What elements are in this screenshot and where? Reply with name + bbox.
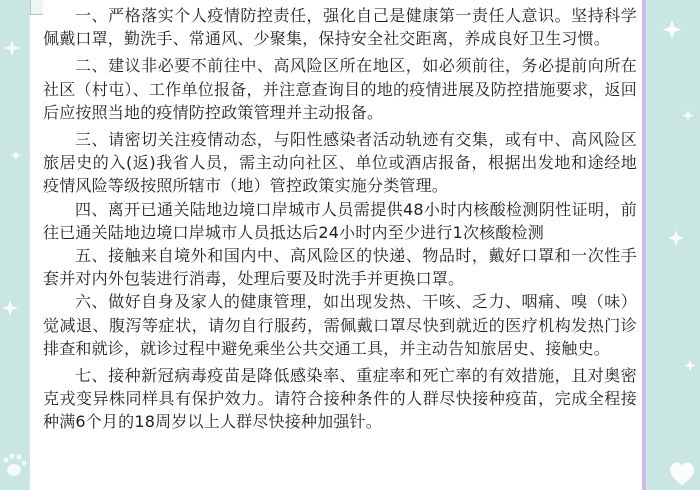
sparkle-icon — [663, 20, 696, 371]
paragraph-2: 二、建议非必要不前往中、高风险区所在地区，如必须前往，务必提前向所在社区（村屯）、工作单位报备，并注意查询目的地的疫情进展及防控措施要求，返回后应按照当地的疫情防控政策管理并主动报备。 — [43, 56, 637, 122]
paw-icon — [3, 453, 26, 476]
paragraph-7: 七、接种新冠病毒疫苗是降低感染率、重症率和死亡率的有效措施，且对奥密克戎变异株同样具有保护效力。请符合接种条件的人群尽快接种疫苗，完成全程接种满6个月的18周岁以上人群尽快接种加强针。 — [43, 366, 637, 432]
paragraph-4: 四、离开已通关陆地边境口岸城市人员需提供48小时内核酸检测阴性证明，前往已通关陆地边境口岸城市人员抵达后24小时内至少进行1次核酸检测 — [43, 199, 637, 242]
heart-icon — [670, 463, 694, 486]
paragraph-1: 一、严格落实个人疫情防控责任，强化自己是健康第一责任人意识。坚持科学佩戴口罩，勤洗手、常通风、少聚集，保持安全社交距离，养成良好卫生习惯。 — [43, 6, 637, 49]
paragraph-5: 五、接触来自境外和国内中、高风险区的快递、物品时，戴好口罩和一次性手套并对内外包装进行消毒，处理后要及时洗手并更换口罩。 — [43, 246, 637, 289]
corner-fold — [30, 0, 43, 15]
article-body — [43, 4, 637, 434]
sparkle-icon — [2, 40, 22, 316]
paragraph-6: 六、做好自身及家人的健康管理，如出现发热、干咳、乏力、咽痛、嗅（味）觉减退、腹泻等症状，请勿自行服药，需佩戴口罩尽快到就近的医疗机构发热门诊排查和就诊，就诊过程中避免乘坐公共交通工具，并主动告知旅居史、接触史。 — [43, 292, 637, 358]
paragraph-3: 三、请密切关注疫情动态，与阳性感染者活动轨迹有交集，或有中、高风险区旅居史的入(返)我省人员，需主动向社区、单位或酒店报备，根据出发地和途经地疫情风险等级按照所辖市（地）管控政策实施分类管理。 — [43, 130, 637, 196]
